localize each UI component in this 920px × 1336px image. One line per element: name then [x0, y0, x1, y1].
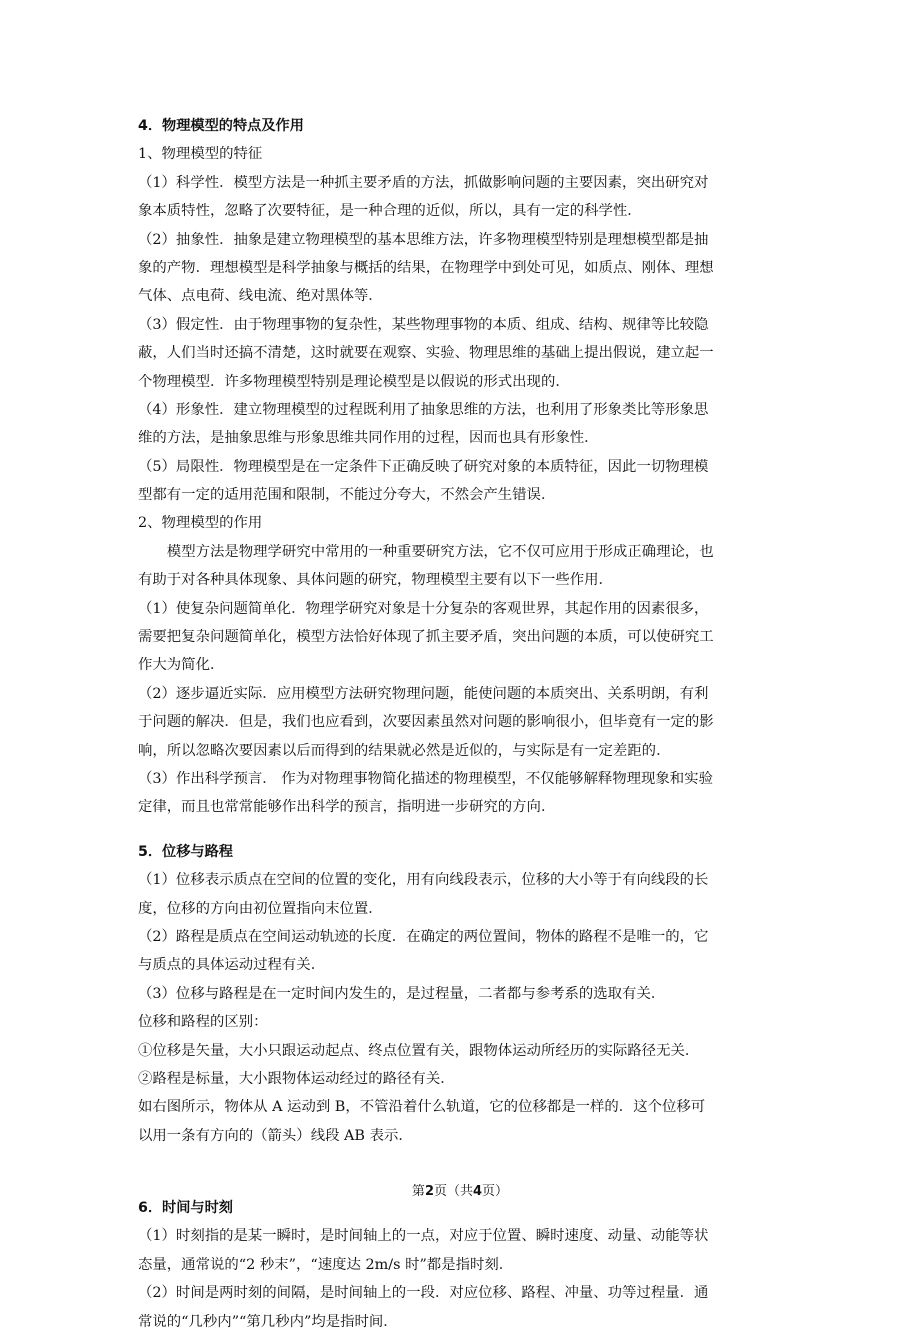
paragraph-interval: [138, 1279, 788, 1336]
paragraph-displacement: [138, 866, 788, 923]
text-line: （2）逐步逼近实际．应用模型方法研究物理问题，能使问题的本质突出、关系明朗，有利: [138, 685, 709, 702]
footer-total-pages: 4: [473, 1184, 483, 1199]
paragraph-hypothetical: [138, 311, 788, 396]
text-line: 度，位移的方向由初位置指向末位置．: [138, 900, 383, 917]
paragraph-intro: [138, 538, 788, 595]
paragraph-imagery: [138, 396, 788, 453]
text-line: 响，所以忽略次要因素以后而得到的结果就必然是近似的，与实际是有一定差距的．: [138, 742, 671, 759]
text-line: （2）时间是两时刻的间隔，是时间轴上的一段．对应位移、路程、冲量、功等过程量．通: [138, 1285, 709, 1302]
text-line: 如右图所示，物体从 A 运动到 B，不管沿着什么轨道，它的位移都是一样的．这个位移可: [138, 1099, 706, 1116]
paragraph-path: [138, 923, 788, 980]
text-line: 气体、点电荷、线电流、绝对黑体等．: [138, 288, 383, 305]
paragraph-scientific: [138, 169, 788, 226]
difference-item-1: ①位移是矢量，大小只跟运动起点、终点位置有关，跟物体运动所经历的实际路径无关．: [138, 1042, 700, 1059]
text-line: （4）形象性．建立物理模型的过程既利用了抽象思维的方法，也利用了形象类比等形象思: [138, 401, 709, 418]
text-line: 模型方法是物理学研究中常用的一种重要研究方法，它不仅可应用于形成正确理论，也: [166, 543, 714, 560]
text-line: （1）时刻指的是某一瞬时，是时间轴上的一点，对应于位置、瞬时速度、动量、动能等状: [138, 1228, 709, 1245]
text-line: 以用一条有方向的（箭头）线段 AB 表示．: [138, 1127, 413, 1144]
text-line: 个物理模型．许多物理模型特别是理论模型是以假说的形式出现的．: [138, 373, 570, 390]
text-line: 维的方法，是抽象思维与形象思维共同作用的过程，因而也具有形象性．: [138, 430, 599, 447]
text-line: 与质点的具体运动过程有关．: [138, 957, 326, 974]
text-line: （2）抽象性．抽象是建立物理模型的基本思维方法，许多物理模型特别是理想模型都是抽: [138, 231, 709, 248]
paragraph-limitation: [138, 453, 788, 510]
text-line: 作大为简化．: [138, 657, 225, 674]
section-5-heading: 5．位移与路程: [138, 843, 233, 860]
footer-mid: 页（共: [433, 1184, 473, 1199]
footer-prefix: 第: [411, 1184, 425, 1199]
text-line: 需要把复杂问题简单化，模型方法恰好体现了抓主要矛盾，突出问题的本质，可以使研究工: [138, 629, 714, 646]
text-line: （1）位移表示质点在空间的位置的变化，用有向线段表示，位移的大小等于有向线段的长: [138, 872, 709, 889]
paragraph-abstract: [138, 226, 788, 311]
difference-label: 位移和路程的区别：: [138, 1014, 268, 1031]
text-line: 常说的“几秒内”“第几秒内”均是指时间．: [138, 1313, 398, 1330]
section-6-heading: 6．时间与时刻: [138, 1200, 233, 1217]
text-line: 型都有一定的适用范围和限制，不能过分夸大，不然会产生错误．: [138, 487, 556, 504]
text-line: （2）路程是质点在空间运动轨迹的长度．在确定的两位置间，物体的路程不是唯一的，它: [138, 928, 709, 945]
paragraph-prediction: [138, 765, 788, 822]
subheading-roles: 2、物理模型的作用: [138, 515, 263, 532]
text-line: （3）假定性．由于物理事物的复杂性，某些物理事物的本质、组成、结构、规律等比较隐: [138, 316, 709, 333]
subheading-features: 1、物理模型的特征: [138, 146, 263, 163]
text-line: （5）局限性．物理模型是在一定条件下正确反映了研究对象的本质特征，因此一切物理模: [138, 458, 709, 475]
paragraph-approach-reality: [138, 680, 788, 765]
footer-suffix: 页）: [482, 1184, 509, 1199]
text-line: 定律，而且也常常能够作出科学的预言，指明进一步研究的方向．: [138, 799, 556, 816]
text-line: 态量，通常说的“2 秒末”，“速度达 2m/s 时”都是指时刻．: [138, 1256, 514, 1273]
text-line: 蔽，人们当时还搞不清楚，这时就要在观察、实验、物理思维的基础上提出假说，建立起一: [138, 345, 714, 362]
page-footer: [0, 1180, 920, 1199]
text-line: 象本质特性，忽略了次要特征，是一种合理的近似，所以，具有一定的科学性．: [138, 203, 642, 220]
paragraph-simplify: [138, 595, 788, 680]
text-line: 于问题的解决．但是，我们也应看到，次要因素虽然对问题的影响很小，但毕竟有一定的影: [138, 714, 714, 731]
text-line: （1）科学性．模型方法是一种抓主要矛盾的方法，抓做影响问题的主要因素，突出研究对: [138, 174, 709, 191]
footer-page-number: 2: [424, 1184, 434, 1199]
text-line: 象的产物．理想模型是科学抽象与概括的结果，在物理学中到处可见，如质点、刚体、理想: [138, 259, 714, 276]
paragraph-process-quantity: （3）位移与路程是在一定时间内发生的，是过程量，二者都与参考系的选取有关．: [138, 985, 666, 1002]
text-line: 有助于对各种具体现象、具体问题的研究，物理模型主要有以下一些作用．: [138, 572, 613, 589]
paragraph-moment: [138, 1222, 788, 1279]
paragraph-figure-note: [138, 1093, 788, 1150]
document-page: [138, 112, 788, 1336]
text-line: （3）作出科学预言． 作为对物理事物简化描述的物理模型，不仅能够解释物理现象和实验: [138, 770, 713, 787]
section-4-heading: 4．物理模型的特点及作用: [138, 118, 304, 134]
difference-item-2: ②路程是标量，大小跟物体运动经过的路径有关．: [138, 1070, 455, 1087]
text-line: （1）使复杂问题简单化．物理学研究对象是十分复杂的客观世界，其起作用的因素很多，: [138, 600, 709, 617]
